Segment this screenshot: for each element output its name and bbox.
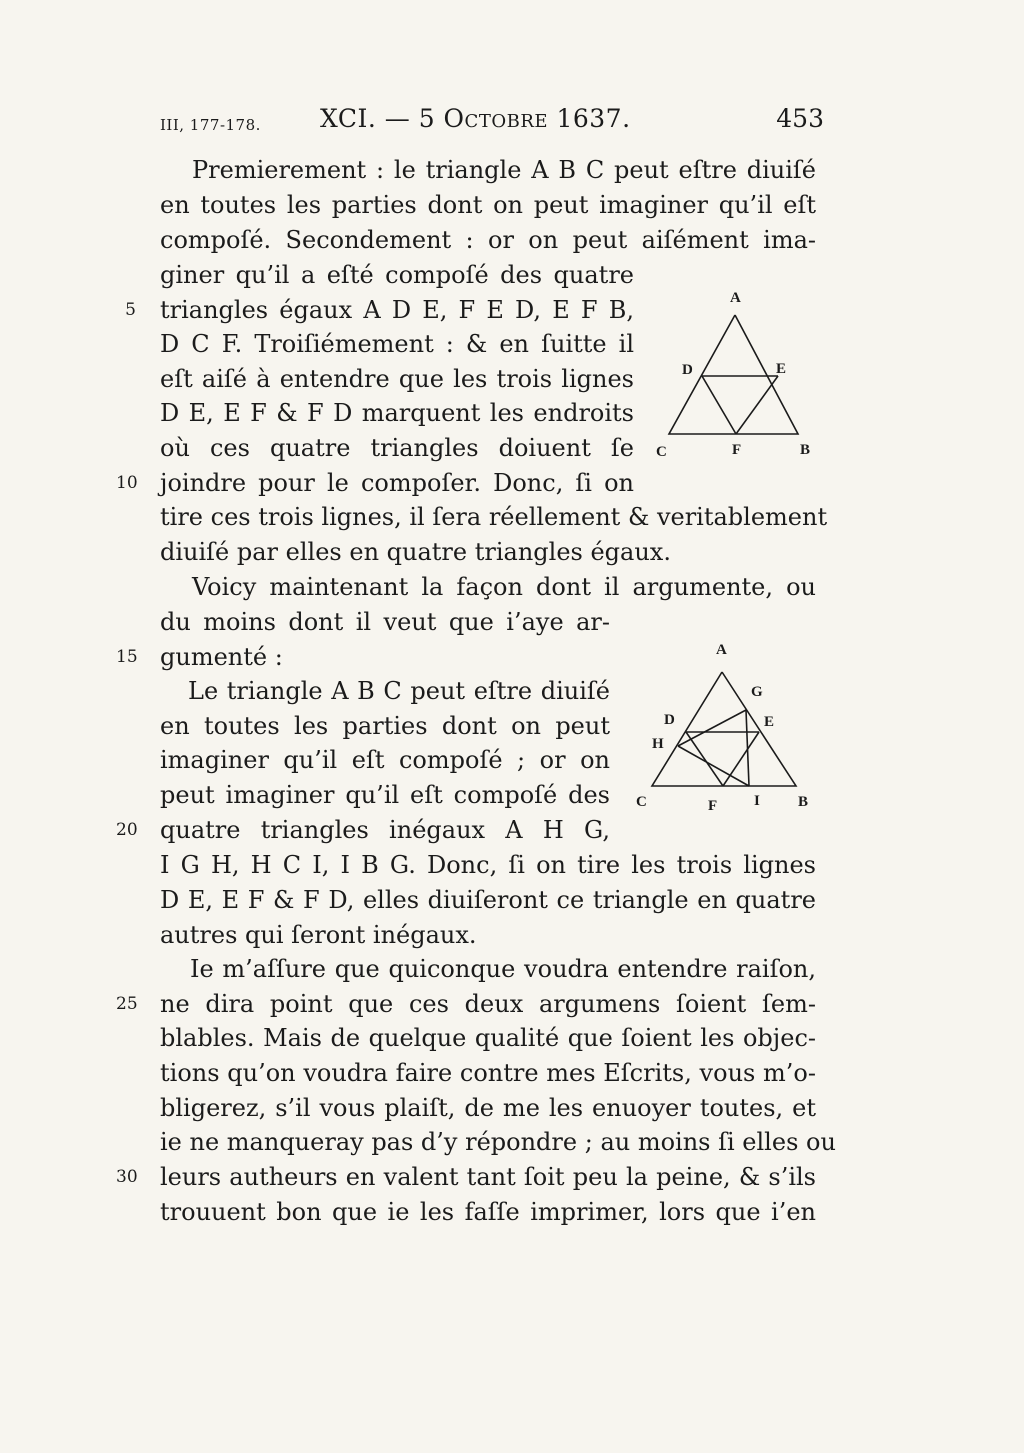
label-a: A <box>716 642 727 658</box>
running-head-reference: III, 177-178. <box>160 116 261 134</box>
text-line: diuiſé par elles en quatre triangles égaux. <box>160 538 671 566</box>
text-line: Premierement : le triangle A B C peut eſtre diuiſé <box>192 156 816 184</box>
text-line: peut imaginer qu’il eſt compoſé des <box>160 781 610 809</box>
triangle-abc-outline <box>652 672 796 786</box>
running-head-title: XCI. — 5 Octobre 1637. <box>320 104 631 133</box>
text-line: giner qu’il a eſté compoſé des quatre <box>160 261 634 289</box>
text-line: blables. Mais de quelque qualité que ſoient les objec- <box>160 1024 816 1052</box>
label-g: G <box>751 684 763 700</box>
text-line: en toutes les parties dont on peut imaginer qu’il eſt <box>160 191 816 219</box>
label-h: H <box>652 736 664 752</box>
text-line: leurs autheurs en valent tant ſoit peu la peine, & s’ils <box>160 1163 816 1191</box>
text-line: tions qu’on voudra faire contre mes Eſcrits, vous m’o- <box>160 1059 816 1087</box>
text-line: gumenté : <box>160 643 283 671</box>
line-number: 10 <box>116 473 138 493</box>
label-a: A <box>730 290 741 306</box>
line-number: 30 <box>116 1167 138 1187</box>
text-line: autres qui ſeront inégaux. <box>160 921 477 949</box>
text-line: Voicy maintenant la façon dont il argumente, ou <box>192 573 816 601</box>
text-line: imaginer qu’il eſt compoſé ; or on <box>160 746 610 774</box>
line-df <box>702 376 736 434</box>
text-line: ie ne manqueray pas d’y répondre ; au moins ſi elles ou <box>160 1128 836 1156</box>
label-c: C <box>656 444 667 460</box>
line-number: 25 <box>116 994 138 1014</box>
label-d: D <box>664 712 675 728</box>
figure-unequal-triangles <box>630 634 820 816</box>
text-line: trouuent bon que ie les faſſe imprimer, lors que i’en <box>160 1198 816 1226</box>
label-e: E <box>764 714 775 730</box>
line-ef <box>723 732 759 786</box>
line-df <box>686 732 723 786</box>
text-line: eſt aiſé à entendre que les trois lignes <box>160 365 634 393</box>
text-line: ne dira point que ces deux argumens ſoient ſem- <box>160 990 816 1018</box>
text-line: où ces quatre triangles doiuent ſe <box>160 434 634 462</box>
text-line: triangles égaux A D E, F E D, E F B, <box>160 296 634 324</box>
text-line: D E, E F & F D, elles diuiſeront ce triangle en quatre <box>160 886 816 914</box>
label-f: F <box>708 798 718 814</box>
text-line: I G H, H C I, I B G. Donc, ſi on tire les trois lignes <box>160 851 816 879</box>
text-line: joindre pour le compoſer. Donc, ſi on <box>160 469 634 497</box>
text-line: D C F. Troiſiémement : & en ſuitte il <box>160 330 634 358</box>
text-line: quatre triangles inégaux A H G, <box>160 816 610 844</box>
text-line: en toutes les parties dont on peut <box>160 712 610 740</box>
label-b: B <box>798 794 809 810</box>
label-f: F <box>732 442 742 458</box>
text-line: D E, E F & F D marquent les endroits <box>160 399 634 427</box>
label-c: C <box>636 794 647 810</box>
line-number: 20 <box>116 820 138 840</box>
text-line: Le triangle A B C peut eſtre diuiſé <box>188 677 610 705</box>
text-line: du moins dont il veut que i’aye ar- <box>160 608 610 636</box>
line-number: 5 <box>125 300 136 320</box>
text-line: bligerez, s’il vous plaiſt, de me les enuoyer toutes, et <box>160 1094 816 1122</box>
label-e: E <box>776 361 787 377</box>
label-d: D <box>682 362 693 378</box>
line-ef <box>736 376 778 434</box>
label-i: I <box>754 793 760 809</box>
text-line: tire ces trois lignes, il ſera réellement & veritablement <box>160 503 828 531</box>
figure-equal-triangles <box>650 282 830 468</box>
page-number: 453 <box>776 104 824 133</box>
label-b: B <box>800 442 811 458</box>
line-hi <box>678 746 749 786</box>
line-number: 15 <box>116 647 138 667</box>
text-line: compoſé. Secondement : or on peut aiſément ima- <box>160 226 816 254</box>
text-line: Ie m’aſſure que quiconque voudra entendre raiſon, <box>190 955 816 983</box>
